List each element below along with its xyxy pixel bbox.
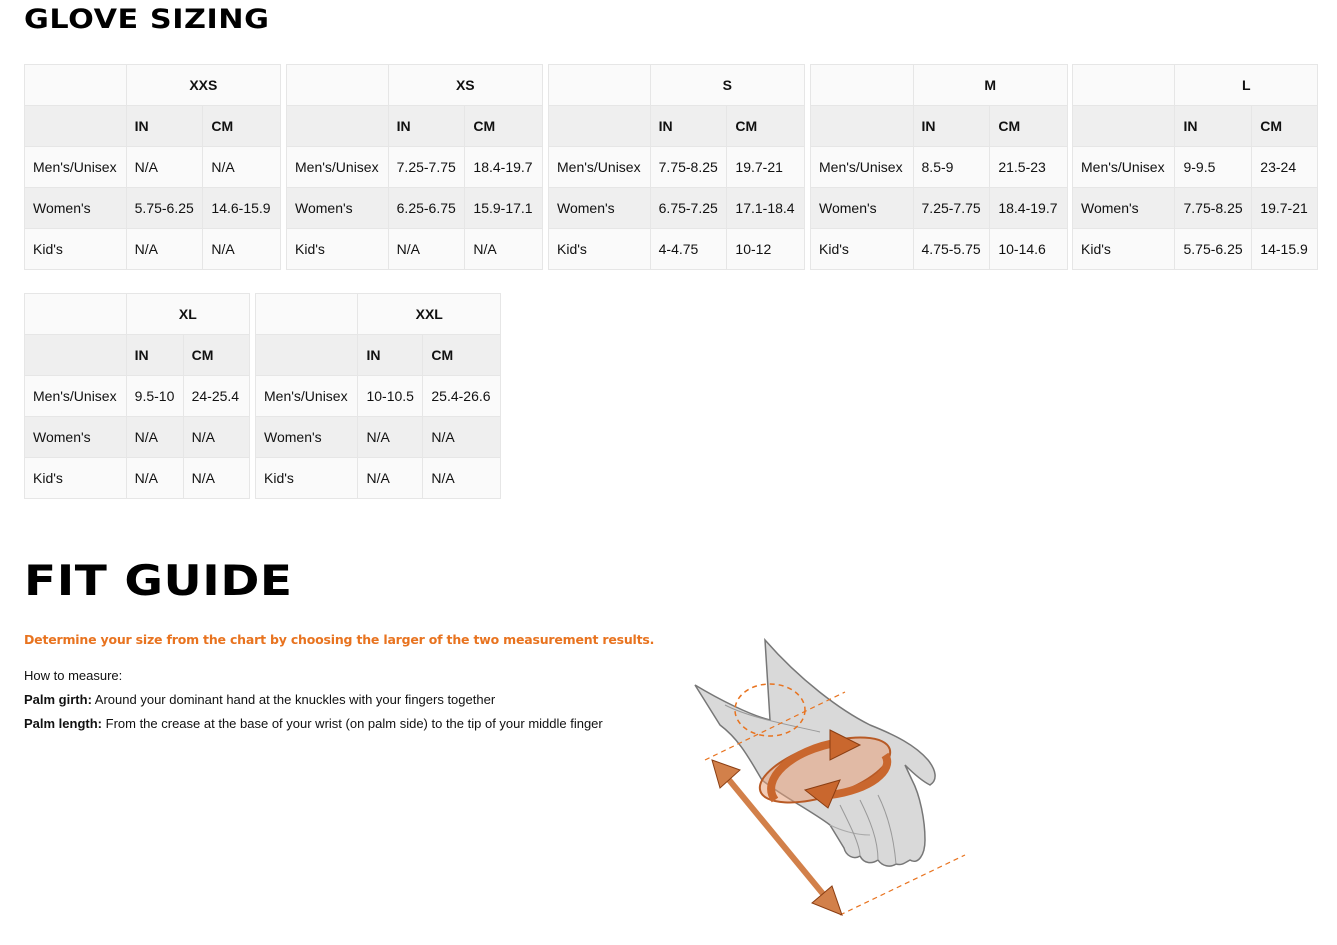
- corner-cell: [25, 65, 127, 106]
- row-label: Kid's: [811, 229, 914, 270]
- value-in: N/A: [358, 417, 423, 458]
- value-cm: 21.5-23: [990, 147, 1068, 188]
- value-in: 6.25-6.75: [388, 188, 465, 229]
- unit-in-header: IN: [126, 106, 203, 147]
- corner-cell: [256, 294, 358, 335]
- corner-cell: [1073, 106, 1175, 147]
- size-table-xxl: [255, 293, 501, 499]
- hand-measure-illustration: [680, 630, 980, 930]
- how-to-measure: How to measure:: [24, 668, 123, 683]
- unit-in-header: IN: [913, 106, 990, 147]
- palm-girth-line: [24, 692, 495, 707]
- size-header: L: [1175, 65, 1318, 106]
- row-label: Women's: [287, 188, 389, 229]
- unit-cm-header: CM: [1252, 106, 1318, 147]
- corner-cell: [256, 335, 358, 376]
- value-cm: 14-15.9: [1252, 229, 1318, 270]
- size-table-m: [810, 64, 1068, 270]
- value-cm: N/A: [203, 229, 281, 270]
- size-header: XL: [126, 294, 249, 335]
- value-in: 4.75-5.75: [913, 229, 990, 270]
- size-table-s: [548, 64, 805, 270]
- value-cm: 10-14.6: [990, 229, 1068, 270]
- palm-length-line: [24, 716, 603, 731]
- size-header: XS: [388, 65, 542, 106]
- value-in: 10-10.5: [358, 376, 423, 417]
- row-label: Men's/Unisex: [25, 376, 127, 417]
- row-label: Women's: [25, 417, 127, 458]
- value-in: 5.75-6.25: [1175, 229, 1252, 270]
- value-cm: 24-25.4: [183, 376, 249, 417]
- value-cm: 18.4-19.7: [990, 188, 1068, 229]
- corner-cell: [1073, 65, 1175, 106]
- row-label: Women's: [25, 188, 127, 229]
- corner-cell: [811, 65, 914, 106]
- value-in: 9.5-10: [126, 376, 183, 417]
- value-in: 6.75-7.25: [650, 188, 727, 229]
- unit-in-header: IN: [650, 106, 727, 147]
- corner-cell: [287, 65, 389, 106]
- size-header: XXS: [126, 65, 280, 106]
- row-label: Women's: [549, 188, 651, 229]
- value-in: N/A: [126, 147, 203, 188]
- value-in: 7.75-8.25: [1175, 188, 1252, 229]
- unit-cm-header: CM: [465, 106, 543, 147]
- row-label: Kid's: [287, 229, 389, 270]
- value-in: 7.25-7.75: [388, 147, 465, 188]
- row-label: Men's/Unisex: [1073, 147, 1175, 188]
- value-in: 4-4.75: [650, 229, 727, 270]
- unit-in-header: IN: [388, 106, 465, 147]
- value-in: N/A: [126, 417, 183, 458]
- size-header: XXL: [358, 294, 501, 335]
- size-table-xxs: [24, 64, 281, 270]
- row-label: Kid's: [1073, 229, 1175, 270]
- value-cm: 15.9-17.1: [465, 188, 543, 229]
- unit-in-header: IN: [358, 335, 423, 376]
- corner-cell: [287, 106, 389, 147]
- corner-cell: [549, 65, 651, 106]
- value-cm: N/A: [183, 458, 249, 499]
- palm-girth-label: Palm girth:: [24, 692, 92, 707]
- row-label: Kid's: [256, 458, 358, 499]
- value-cm: 19.7-21: [1252, 188, 1318, 229]
- size-table-xl: [24, 293, 250, 499]
- row-label: Men's/Unisex: [25, 147, 127, 188]
- corner-cell: [25, 294, 127, 335]
- value-in: 7.75-8.25: [650, 147, 727, 188]
- palm-girth-text: Around your dominant hand at the knuckles with your fingers together: [91, 692, 496, 707]
- value-cm: 14.6-15.9: [203, 188, 281, 229]
- value-cm: N/A: [423, 417, 501, 458]
- value-in: 9-9.5: [1175, 147, 1252, 188]
- value-cm: N/A: [203, 147, 281, 188]
- corner-cell: [549, 106, 651, 147]
- row-label: Women's: [1073, 188, 1175, 229]
- value-in: 5.75-6.25: [126, 188, 203, 229]
- value-cm: N/A: [183, 417, 249, 458]
- unit-cm-header: CM: [990, 106, 1068, 147]
- unit-in-header: IN: [126, 335, 183, 376]
- value-cm: 25.4-26.6: [423, 376, 501, 417]
- row-label: Men's/Unisex: [811, 147, 914, 188]
- value-in: N/A: [126, 458, 183, 499]
- value-cm: 10-12: [727, 229, 805, 270]
- value-in: N/A: [358, 458, 423, 499]
- unit-cm-header: CM: [727, 106, 805, 147]
- value-cm: N/A: [423, 458, 501, 499]
- value-in: 7.25-7.75: [913, 188, 990, 229]
- glove-sizing-title: GLOVE SIZING: [24, 4, 270, 35]
- unit-in-header: IN: [1175, 106, 1252, 147]
- value-in: 8.5-9: [913, 147, 990, 188]
- palm-length-label: Palm length:: [24, 716, 103, 731]
- row-label: Women's: [256, 417, 358, 458]
- fit-tip: Determine your size from the chart by choosing the larger of the two measurement results.: [24, 632, 655, 647]
- row-label: Kid's: [25, 458, 127, 499]
- size-table-xs: [286, 64, 543, 270]
- fit-guide-title: FIT GUIDE: [24, 556, 293, 605]
- corner-cell: [811, 106, 914, 147]
- size-table-l: [1072, 64, 1318, 270]
- row-label: Men's/Unisex: [256, 376, 358, 417]
- unit-cm-header: CM: [203, 106, 281, 147]
- value-cm: 17.1-18.4: [727, 188, 805, 229]
- value-in: N/A: [126, 229, 203, 270]
- value-cm: 18.4-19.7: [465, 147, 543, 188]
- unit-cm-header: CM: [423, 335, 501, 376]
- row-label: Kid's: [549, 229, 651, 270]
- value-cm: N/A: [465, 229, 543, 270]
- corner-cell: [25, 335, 127, 376]
- row-label: Women's: [811, 188, 914, 229]
- size-header: S: [650, 65, 804, 106]
- value-cm: 23-24: [1252, 147, 1318, 188]
- value-in: N/A: [388, 229, 465, 270]
- value-cm: 19.7-21: [727, 147, 805, 188]
- corner-cell: [25, 106, 127, 147]
- size-header: M: [913, 65, 1067, 106]
- row-label: Kid's: [25, 229, 127, 270]
- row-label: Men's/Unisex: [549, 147, 651, 188]
- palm-length-text: From the crease at the base of your wrist (on palm side) to the tip of your middle finger: [102, 716, 603, 731]
- row-label: Men's/Unisex: [287, 147, 389, 188]
- unit-cm-header: CM: [183, 335, 249, 376]
